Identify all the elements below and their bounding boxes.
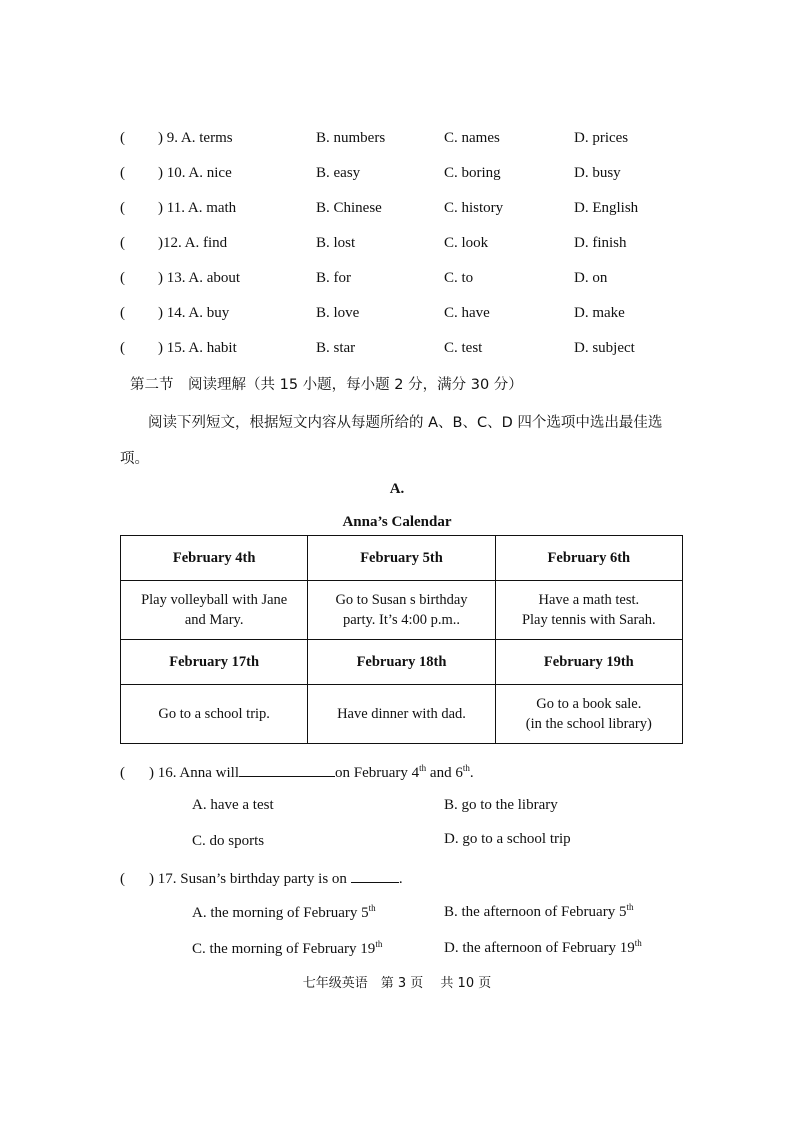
cloze-question-14 (120, 305, 680, 327)
event-line: Play volleyball with Jane (141, 592, 288, 608)
calendar-date: February 5th (308, 536, 495, 581)
option-b: B. lost (316, 235, 356, 251)
event-line: Play tennis with Sarah. (521, 612, 656, 628)
event-line: and Mary. (184, 612, 244, 628)
event-line: Go to a book sale. (536, 696, 642, 712)
answer-paren: ( (120, 165, 125, 181)
calendar-title: Anna’s Calendar (342, 514, 452, 530)
calendar-event (121, 685, 308, 744)
answer-paren: ( (120, 340, 125, 356)
superscript: th (626, 902, 634, 912)
option-a: ) 14. A. buy (158, 305, 230, 321)
cloze-question-9 (120, 130, 680, 152)
answer-paren: ( (120, 130, 125, 146)
option-text: A. the morning of February 5 (192, 905, 369, 921)
stem-text: and 6 (426, 765, 463, 781)
answer-blank (239, 762, 335, 777)
option-b: B. Chinese (316, 200, 382, 216)
option-d: D. on (574, 270, 608, 286)
option-b: B. easy (316, 165, 361, 181)
option-b: B. for (316, 270, 351, 286)
option-a: )12. A. find (158, 235, 228, 251)
passage-label: A. (389, 481, 405, 497)
cloze-question-12 (120, 235, 680, 257)
option-c: C. to (444, 270, 474, 286)
event-line: Go to a school trip. (158, 706, 270, 722)
question-16-stem (120, 762, 474, 782)
q16-option-d: D. go to a school trip (444, 831, 571, 847)
calendar-date-row (121, 640, 683, 685)
calendar-event-row (121, 581, 683, 640)
calendar-date: February 6th (495, 536, 682, 581)
q16-option-a: A. have a test (192, 797, 274, 813)
superscript: th (368, 903, 376, 913)
q17-option-b (444, 902, 633, 921)
option-a: ) 13. A. about (158, 270, 241, 286)
calendar-event (495, 685, 682, 744)
option-d: D. finish (574, 235, 627, 251)
option-c: C. names (444, 130, 500, 146)
option-c: C. test (444, 340, 483, 356)
answer-paren: ( (120, 765, 125, 781)
section-instruction: 阅读下列短文，根据短文内容从每题所给的 A、B、C、D 四个选项中选出最佳选项。 (120, 415, 663, 467)
answer-paren: ( (120, 270, 125, 286)
cloze-question-11 (120, 200, 680, 222)
calendar-date: February 18th (308, 640, 495, 685)
calendar-event (308, 581, 495, 640)
cloze-question-13 (120, 270, 680, 292)
superscript: th (419, 763, 427, 773)
answer-paren: ( (120, 871, 125, 887)
option-b: B. numbers (316, 130, 386, 146)
answer-paren: ( (120, 235, 125, 251)
calendar-event (495, 581, 682, 640)
event-line: Go to Susan s birthday (335, 592, 468, 608)
option-a: ) 11. A. math (158, 200, 237, 216)
option-text: C. the morning of February 19 (192, 941, 376, 957)
answer-blank (351, 868, 399, 883)
calendar-event-row (121, 685, 683, 744)
option-a: ) 15. A. habit (158, 340, 237, 356)
stem-text: . (398, 871, 403, 887)
answer-paren: ( (120, 305, 125, 321)
calendar-date-row (121, 536, 683, 581)
section-heading: 第二节 阅读理解（共 15 小题，每小题 2 分，满分 30 分） (130, 377, 523, 393)
q17-option-a (192, 903, 376, 922)
superscript: th (634, 938, 642, 948)
event-line: Have a math test. (538, 592, 640, 608)
calendar-date: February 4th (121, 536, 308, 581)
superscript: th (375, 939, 383, 949)
stem-text: . (469, 765, 474, 781)
calendar-event (121, 581, 308, 640)
option-d: D. English (574, 200, 639, 216)
question-17-stem (120, 868, 403, 888)
event-line: party. It’s 4:00 p.m.. (342, 612, 461, 628)
option-d: D. busy (574, 165, 621, 181)
q17-option-c (192, 939, 382, 958)
page-footer: 七年级英语 第 3 页 共 10 页 (302, 976, 492, 991)
option-text: B. the afternoon of February 5 (444, 904, 627, 920)
option-c: C. history (444, 200, 504, 216)
option-c: C. have (444, 305, 490, 321)
stem-text: ) 17. Susan’s birthday party is on (149, 871, 347, 887)
option-d: D. prices (574, 130, 629, 146)
cloze-question-15 (120, 340, 680, 362)
event-line: (in the school library) (525, 716, 652, 732)
option-c: C. boring (444, 165, 501, 181)
calendar-event (308, 685, 495, 744)
event-line: Have dinner with dad. (337, 706, 466, 722)
stem-text: on February 4 (335, 765, 420, 781)
option-b: B. love (316, 305, 360, 321)
calendar-date: February 19th (495, 640, 682, 685)
q17-option-d (444, 938, 642, 957)
q16-option-b: B. go to the library (444, 797, 558, 813)
option-b: B. star (316, 340, 356, 356)
option-a: ) 10. A. nice (158, 165, 232, 181)
option-c: C. look (444, 235, 489, 251)
stem-text: ) 16. Anna will (149, 765, 239, 781)
option-d: D. subject (574, 340, 635, 356)
option-a: ) 9. A. terms (158, 130, 233, 146)
calendar-date: February 17th (121, 640, 308, 685)
answer-paren: ( (120, 200, 125, 216)
calendar-table (120, 535, 683, 744)
cloze-question-10 (120, 165, 680, 187)
option-text: D. the afternoon of February 19 (444, 940, 635, 956)
q16-option-c: C. do sports (192, 833, 265, 849)
option-d: D. make (574, 305, 625, 321)
superscript: th (462, 763, 470, 773)
